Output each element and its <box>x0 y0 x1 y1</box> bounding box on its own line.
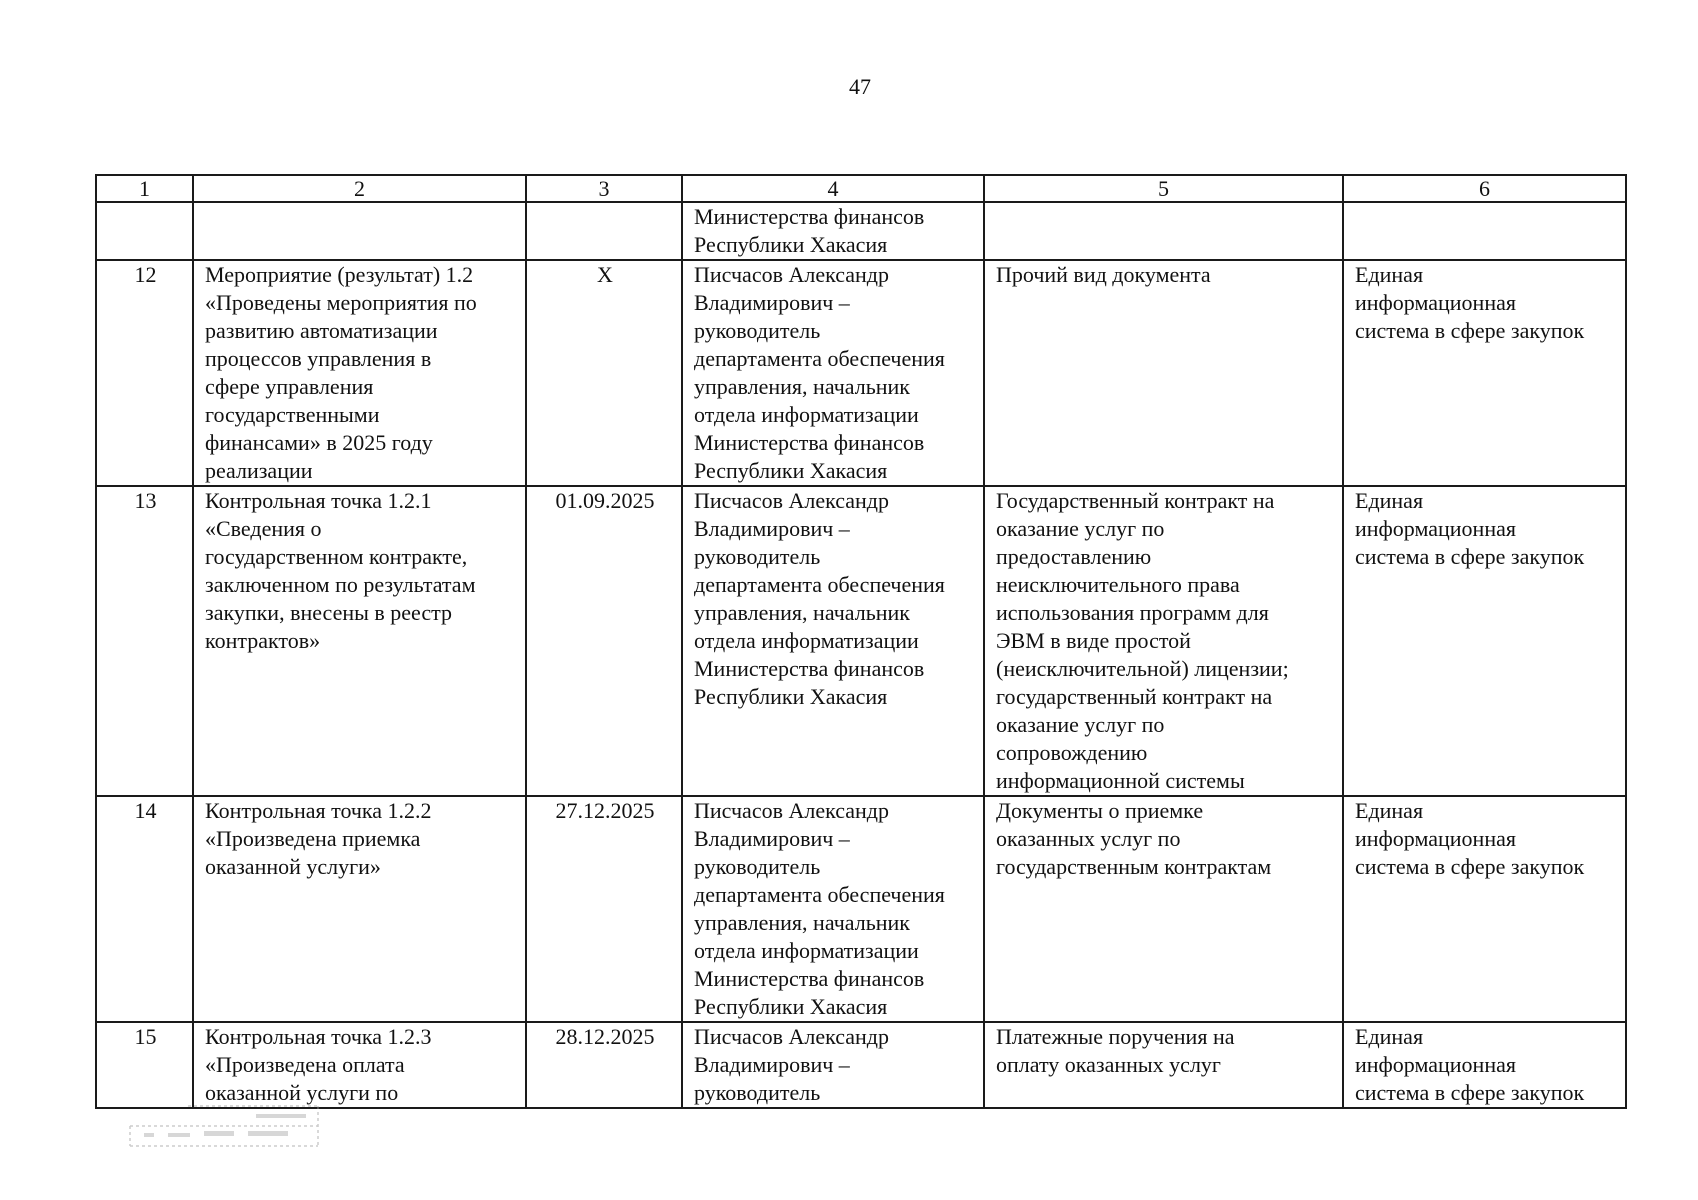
page-number: 47 <box>849 74 871 99</box>
row-number-cell: 15 <box>96 1022 193 1108</box>
document-cell: Прочий вид документа <box>984 260 1343 486</box>
date-cell: 27.12.2025 <box>526 796 682 1022</box>
table-row <box>96 202 1626 260</box>
date-cell <box>526 202 682 260</box>
document-cell: Документы о приемке оказанных услуг по государственным контрактам <box>984 796 1343 1022</box>
row-number-cell: 13 <box>96 486 193 796</box>
system-cell: Единая информационная система в сфере закупок <box>1343 486 1626 796</box>
document-cell: Государственный контракт на оказание услуг по предоставлению неисключительного права использования программ для ЭВМ в виде простой (неисключительной) лицензии; государственный контракт на оказание услуг по сопровождению информационной системы <box>984 486 1343 796</box>
event-cell: Мероприятие (результат) 1.2 «Проведены мероприятия по развитию автоматизации процессов управления в сфере управления государственными финансами» в 2025 году реализации <box>193 260 526 486</box>
table-header-row <box>96 175 1626 202</box>
table-row <box>96 796 1626 1022</box>
column-header-5: 5 <box>984 175 1343 202</box>
row-number-cell <box>96 202 193 260</box>
system-cell: Единая информационная система в сфере закупок <box>1343 260 1626 486</box>
system-cell: Единая информационная система в сфере закупок <box>1343 1022 1626 1108</box>
column-header-2: 2 <box>193 175 526 202</box>
row-number-cell: 12 <box>96 260 193 486</box>
responsible-cell: Писчасов Александр Владимирович – руководитель <box>682 1022 984 1108</box>
responsible-cell: Писчасов Александр Владимирович – руководитель департамента обеспечения управления, начальник отдела информатизации Министерства финансов Республики Хакасия <box>682 486 984 796</box>
responsible-cell: Писчасов Александр Владимирович – руководитель департамента обеспечения управления, начальник отдела информатизации Министерства финансов Республики Хакасия <box>682 796 984 1022</box>
column-header-4: 4 <box>682 175 984 202</box>
column-header-6: 6 <box>1343 175 1626 202</box>
event-cell: Контрольная точка 1.2.1 «Сведения о государственном контракте, заключенном по результатам закупки, внесены в реестр контрактов» <box>193 486 526 796</box>
date-cell: 28.12.2025 <box>526 1022 682 1108</box>
responsible-cell: Писчасов Александр Владимирович – руководитель департамента обеспечения управления, начальник отдела информатизации Министерства финансов Республики Хакасия <box>682 260 984 486</box>
column-header-1: 1 <box>96 175 193 202</box>
column-header-3: 3 <box>526 175 682 202</box>
system-cell <box>1343 202 1626 260</box>
table-row <box>96 1022 1626 1108</box>
row-number-cell: 14 <box>96 796 193 1022</box>
events-table <box>95 174 1627 1109</box>
document-cell: Платежные поручения на оплату оказанных услуг <box>984 1022 1343 1108</box>
document-cell <box>984 202 1343 260</box>
faint-stamp-mark <box>128 1100 334 1150</box>
event-cell: Контрольная точка 1.2.3 «Произведена оплата оказанной услуги по <box>193 1022 526 1108</box>
responsible-cell: Министерства финансов Республики Хакасия <box>682 202 984 260</box>
date-cell: X <box>526 260 682 486</box>
system-cell: Единая информационная система в сфере закупок <box>1343 796 1626 1022</box>
table-row <box>96 260 1626 486</box>
event-cell: Контрольная точка 1.2.2 «Произведена приемка оказанной услуги» <box>193 796 526 1022</box>
date-cell: 01.09.2025 <box>526 486 682 796</box>
event-cell <box>193 202 526 260</box>
table-row <box>96 486 1626 796</box>
